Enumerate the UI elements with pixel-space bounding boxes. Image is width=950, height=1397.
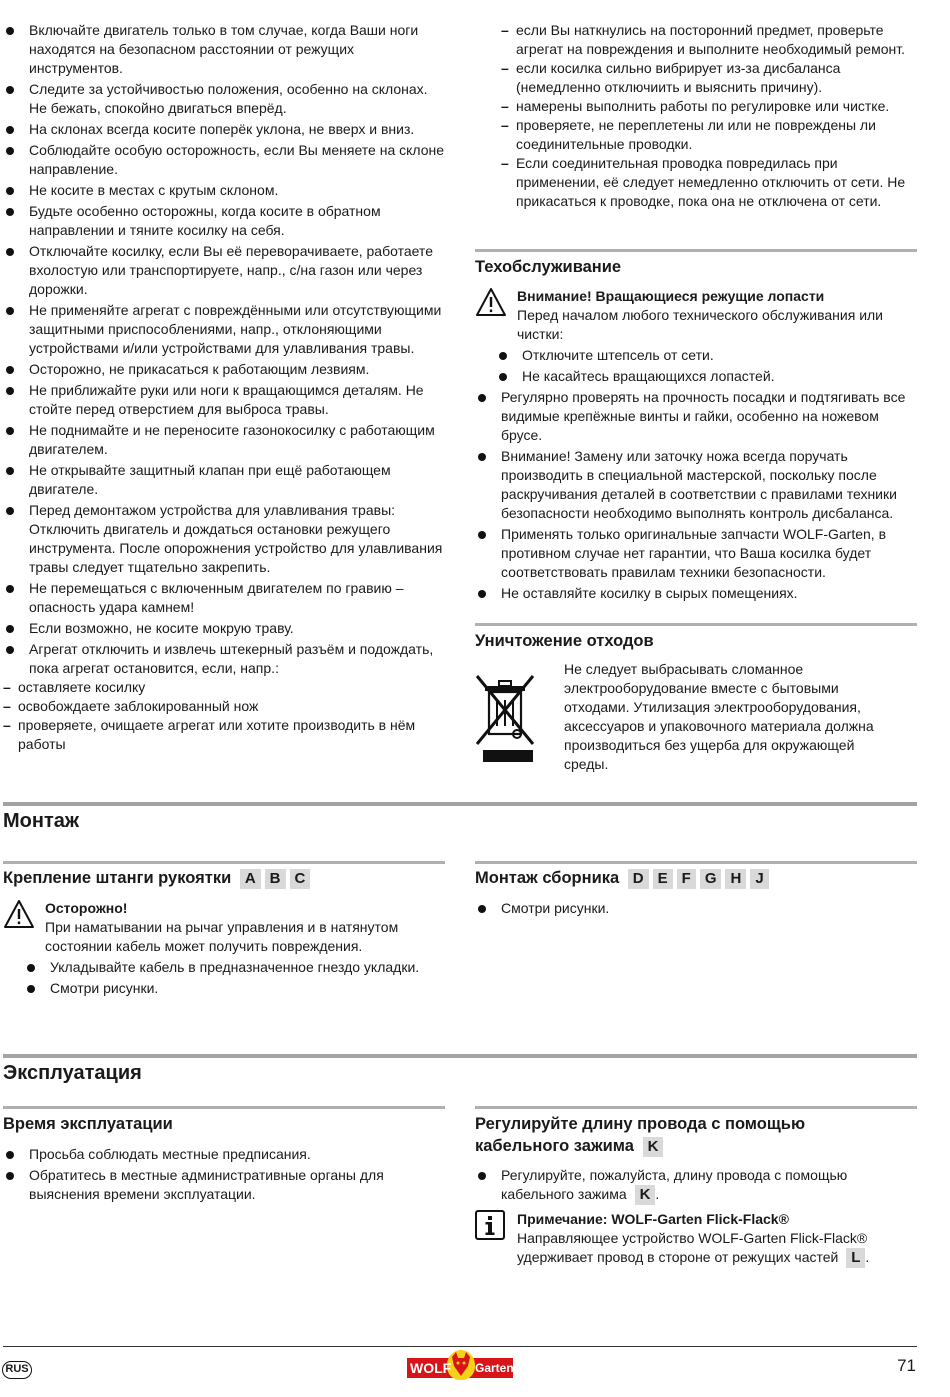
list-item-text: Регулируйте, пожалуйста, длину провода с помощью кабельного зажима (501, 1167, 848, 1202)
chapter-title: Эксплуатация (3, 1062, 142, 1084)
section-title-text: Монтаж сборника (475, 869, 620, 887)
list-item: Не применяйте агрегат с повреждёнными или отсутствующими защитными приспособлениями, напр., отклоняющими устройствами и/или устройствами для улавливания травы. (3, 301, 445, 358)
warning-triangle-icon (3, 899, 35, 934)
list-item: Отключайте косилку, если Вы её переворачиваете, работаете вхолостую или транспортируете, напр., с/на газон или через дорожки. (3, 242, 445, 299)
list-item: Обратитесь в местные административные органы для выяснения времени эксплуатации. (3, 1166, 445, 1204)
logo-text-right: Garten (475, 1361, 514, 1375)
language-code: RUS (5, 1363, 29, 1375)
warning-title: Осторожно! (45, 900, 128, 916)
list-item: Не оставляйте косилку в сырых помещениях. (475, 584, 920, 603)
list-item: – намерены выполнить работы по регулировке или чистке. (501, 97, 921, 116)
figure-tag: C (290, 869, 311, 889)
section-divider (3, 1106, 445, 1109)
list-item: Не открывайте защитный клапан при ещё работающем двигателе. (3, 461, 445, 499)
figure-tag: B (265, 869, 286, 889)
info-icon (475, 1210, 505, 1245)
figure-tag: E (653, 869, 673, 889)
section-divider (475, 623, 917, 626)
note-block (475, 1210, 920, 1268)
section-title (475, 1113, 845, 1157)
page-number: 71 (897, 1356, 916, 1375)
list-item: – проверяете, очищаете агрегат или хотите производить в нём работы (3, 716, 445, 754)
disposal-text: Не следует выбрасывать сломанное электрооборудование вместе с бытовыми отходами. Утилизация электрооборудования, аксессуаров и упаковочного материала должна производиться без ущерба для окружающей среды. (564, 661, 874, 772)
note-text-wrap: Направляющее устройство WOLF-Garten Flick-Flack® удерживает провод в стороне от режущих частей L . (517, 1230, 870, 1266)
collector-section (475, 867, 920, 920)
collector-bullet-list (475, 899, 920, 918)
section-title: Уничтожение отходов (475, 632, 654, 650)
list-item: – оставляете косилку (3, 678, 445, 697)
section-divider (3, 861, 445, 864)
maintenance-bullet-list (475, 388, 920, 603)
left-top-column (3, 21, 445, 756)
language-badge (2, 1361, 32, 1379)
list-item: Если возможно, не косите мокрую траву. (3, 619, 445, 638)
figure-tags (624, 869, 769, 887)
list-item: Внимание! Замену или заточку ножа всегда поручать производить в специальной мастерской, поскольку после раскручивания деталей в соответствии с правилами техники безопасности необходимо выполнять контроль дисбаланса. (475, 447, 920, 523)
list-item: Не косите в местах с крутым склоном. (3, 181, 445, 200)
list-item: – Если соединительная проводка повредилась при применении, её следует немедленно отключить от сети. Не прикасаться к проводке, пока она не отключена от сети. (501, 154, 921, 211)
list-item: Будьте особенно осторожны, когда косите в обратном направлении и тяните косилку на себя. (3, 202, 445, 240)
figure-tag: K (643, 1137, 664, 1157)
warning-title: Внимание! Вращающиеся режущие лопасти (517, 288, 825, 304)
list-item: Не перемещаться с включенным двигателем по гравию – опасность удара камнем! (3, 579, 445, 617)
list-item: Не касайтесь вращающихся лопастей. (496, 367, 920, 386)
list-item: – освобождаете заблокированный нож (3, 697, 445, 716)
list-item: Отключите штепсель от сети. (496, 346, 920, 365)
note-text: Направляющее устройство WOLF-Garten Flick-Flack® удерживает провод в стороне от режущих частей (517, 1230, 868, 1265)
maintenance-section (475, 256, 920, 605)
cable-bullet-list (475, 1166, 920, 1205)
section-title (475, 867, 920, 889)
disposal-section (475, 630, 920, 772)
warning-text: Перед началом любого технического обслуживания или чистки: (517, 307, 884, 342)
section-title-text: Регулируйте длину провода с помощью кабельного зажима (475, 1115, 806, 1155)
wolf-garten-logo (407, 1350, 513, 1382)
warning-bullet-list (496, 346, 920, 386)
section-divider (475, 249, 917, 252)
warning-block (3, 899, 445, 998)
section-divider (475, 1106, 917, 1109)
handle-section (3, 867, 445, 1000)
operation-time-section (3, 1113, 445, 1206)
dash-list (501, 21, 921, 211)
list-item (3, 640, 445, 754)
list-item: Регулярно проверять на прочность посадки и подтягивать все видимые крепёжные винты и гайки, особенно на ножевом брусе. (475, 388, 920, 445)
warning-text: При наматывании на рычаг управления и в натянутом состоянии кабель может получить повреждения. (45, 919, 399, 954)
chapter-divider (3, 1054, 917, 1058)
figure-tag: J (750, 869, 768, 889)
figure-tag: L (846, 1248, 865, 1268)
list-item: Применять только оригинальные запчасти WOLF-Garten, в противном случае нет гарантии, что Ваша косилка будет соответствовать правилам техники безопасности. (475, 525, 920, 582)
list-item: – если косилка сильно вибрирует из-за дисбаланса (немедленно отключиить и выяснить причину). (501, 59, 921, 97)
right-top-column (501, 21, 921, 211)
list-item: Не приближайте руки или ноги к вращающимся деталям. Не стойте перед отверстием для выброса травы. (3, 381, 445, 419)
list-item: Укладывайте кабель в предназначенное гнездо укладки. (24, 958, 445, 977)
section-title (3, 867, 445, 889)
list-item: Смотри рисунки. (24, 979, 445, 998)
logo-text-left: WOLF (410, 1360, 452, 1376)
list-item: Включайте двигатель только в том случае, когда Ваши ноги находятся на безопасном расстоянии от режущих инструментов. (3, 21, 445, 78)
list-item: Просьба соблюдать местные предписания. (3, 1145, 445, 1164)
section-title: Техобслуживание (475, 258, 622, 276)
footer-rule (3, 1346, 917, 1347)
safety-bullet-list-last (3, 640, 445, 754)
list-item: Регулируйте, пожалуйста, длину провода с помощью кабельного зажима K . (475, 1166, 920, 1205)
list-item: Соблюдайте особую осторожность, если Вы меняете на склоне направление. (3, 141, 445, 179)
figure-tag: A (240, 869, 261, 889)
list-item: На склонах всегда косите поперёк уклона, не вверх и вниз. (3, 120, 445, 139)
figure-tag: H (725, 869, 746, 889)
chapter-divider (3, 802, 917, 806)
figure-tag: F (677, 869, 696, 889)
time-bullet-list (3, 1145, 445, 1204)
chapter-title: Монтаж (3, 810, 80, 832)
dash-list (3, 678, 445, 754)
list-item: Не поднимайте и не переносите газонокосилку с работающим двигателем. (3, 421, 445, 459)
list-item: Смотри рисунки. (475, 899, 920, 918)
warning-triangle-icon (475, 287, 507, 322)
note-title: Примечание: WOLF-Garten Flick-Flack® (517, 1211, 789, 1227)
section-divider (475, 861, 917, 864)
safety-bullet-list (3, 21, 445, 638)
section-title-text: Крепление штанги рукоятки (3, 869, 232, 887)
weee-crossed-bin-icon (475, 672, 537, 769)
section-title: Время эксплуатации (3, 1115, 173, 1133)
list-item: – проверяете, не переплетены ли или не повреждены ли соединительные проводки. (501, 116, 921, 154)
figure-tag: D (628, 869, 649, 889)
list-item: – если Вы наткнулись на посторонний предмет, проверьте агрегат на повреждения и выполните необходимый ремонт. (501, 21, 921, 59)
figure-tag: K (635, 1185, 656, 1205)
list-item: Следите за устойчивостью положения, особенно на склонах. Не бежать, спокойно двигаться вперёд. (3, 80, 445, 118)
figure-tags (236, 869, 311, 887)
list-item: Перед демонтажом устройства для улавливания травы: Отключить двигатель и дождаться остановки режущего инструмента. После опорожнения устройство для улавливания травы следует тщательно закрепить. (3, 501, 445, 577)
warning-block (475, 287, 920, 386)
warning-bullet-list (24, 958, 445, 998)
list-item-text: Агрегат отключить и извлечь штекерный разъём и подождать, пока агрегат остановится, если, напр.: (29, 641, 434, 676)
list-item: Осторожно, не прикасаться к работающим лезвиям. (3, 360, 445, 379)
cable-clamp-section (475, 1113, 920, 1268)
figure-tag: G (700, 869, 722, 889)
